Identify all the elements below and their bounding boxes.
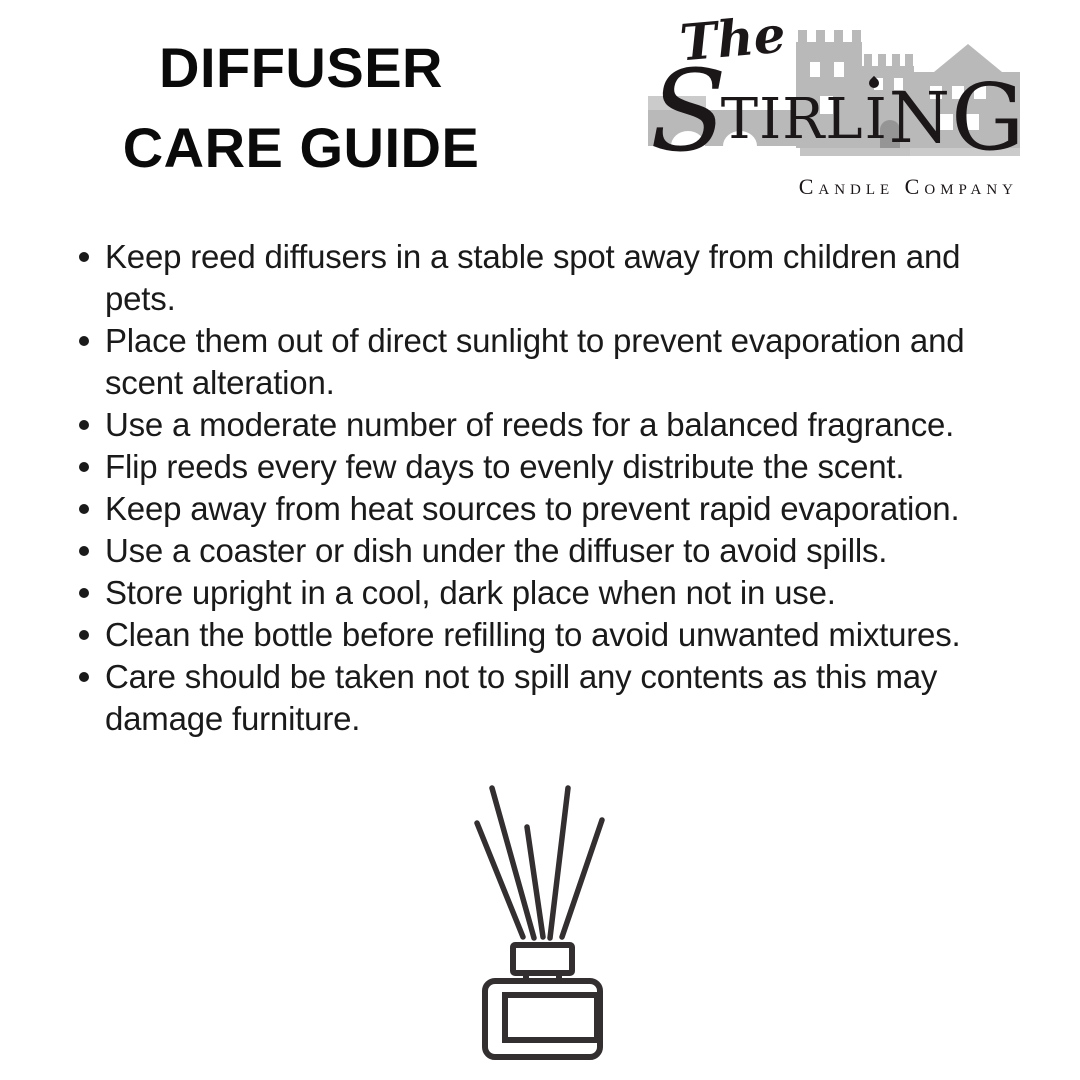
logo-letter-s: S [650, 47, 728, 177]
logo-the-script: The [677, 4, 788, 73]
logo-subtitle: Candle Company [798, 174, 1018, 199]
diffuser-bottle [485, 945, 600, 1057]
title-line-1: DIFFUSER [159, 36, 443, 99]
logo-letter-i-with-flame [864, 87, 888, 152]
list-item: Keep away from heat sources to prevent rapid evaporation. [64, 488, 1005, 530]
brand-logo [648, 4, 1026, 210]
logo-letter-n: N [888, 77, 951, 159]
logo-letter-g: G [950, 64, 1026, 171]
list-item: Flip reeds every few days to evenly distribute the scent. [64, 446, 1005, 488]
care-instructions-list [64, 236, 1005, 740]
reed-diffuser-icon [455, 775, 625, 1070]
list-item: Place them out of direct sunlight to prevent evaporation and scent alteration. [64, 320, 1005, 404]
logo-letters-tirl: TIRL [720, 87, 864, 152]
list-item: Store upright in a cool, dark place when not in use. [64, 572, 1005, 614]
diffuser-reeds [477, 788, 602, 938]
list-item: Use a coaster or dish under the diffuser to avoid spills. [64, 530, 1005, 572]
logo-letter-i: I [864, 87, 888, 152]
list-item: Care should be taken not to spill any contents as this may damage furniture. [64, 656, 1005, 740]
list-item: Use a moderate number of reeds for a balanced fragrance. [64, 404, 1005, 446]
page-title [36, 28, 566, 188]
list-item: Keep reed diffusers in a stable spot away from children and pets. [64, 236, 1005, 320]
list-item: Clean the bottle before refilling to avoid unwanted mixtures. [64, 614, 1005, 656]
title-line-2: CARE GUIDE [122, 116, 480, 179]
